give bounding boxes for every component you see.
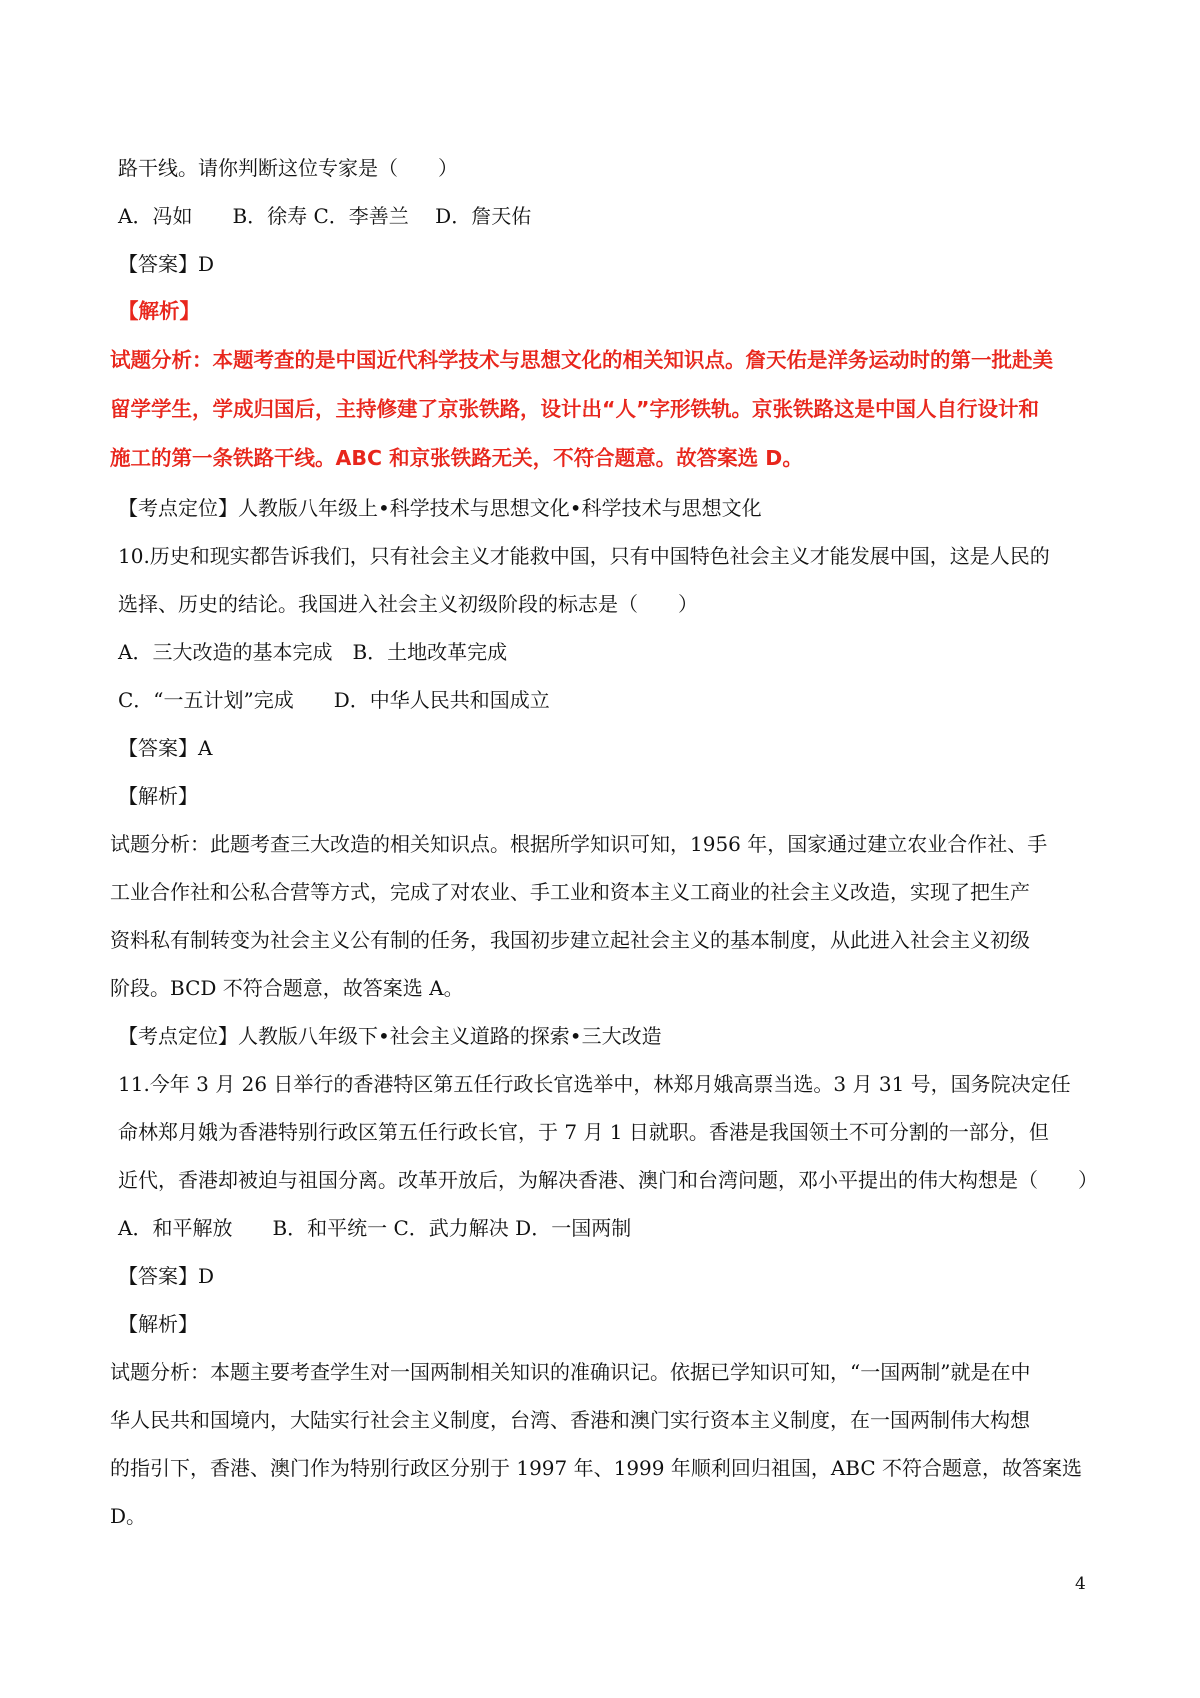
q10-option-line: A．三大改造的基本完成 B．土地改革完成 [118, 640, 508, 664]
q10-answer: 【答案】A [118, 736, 213, 760]
q11-stem-line: 11.今年 3 月 26 日举行的香港特区第五任行政长官选举中，林郑月娥高票当选。3 月 31 号，国务院决定任 [118, 1072, 1071, 1096]
q11-options: A．和平解放 B．和平统一 C．武力解决 D．一国两制 [118, 1216, 632, 1240]
q9-analysis-line: 试题分析：本题考查的是中国近代科学技术与思想文化的相关知识点。詹天佑是洋务运动时的第一批赴美 [110, 348, 1053, 372]
page-number: 4 [1075, 1574, 1086, 1594]
q11-stem-line: 近代，香港却被迫与祖国分离。改革开放后，为解决香港、澳门和台湾问题，邓小平提出的伟大构想是（ ） [118, 1168, 1098, 1192]
q10-stem-line: 10.历史和现实都告诉我们，只有社会主义才能救中国，只有中国特色社会主义才能发展中国，这是人民的 [118, 544, 1050, 568]
q9-stem-line: 路干线。请你判断这位专家是（ ） [118, 156, 458, 180]
q9-options: A．冯如 B．徐寿 C．李善兰 D．詹天佑 [118, 204, 532, 228]
q10-stem-line: 选择、历史的结论。我国进入社会主义初级阶段的标志是（ ） [118, 592, 698, 616]
q11-analysis-line: 华人民共和国境内，大陆实行社会主义制度，台湾、香港和澳门实行资本主义制度，在一国两制伟大构想 [110, 1408, 1030, 1432]
q10-analysis-line: 阶段。BCD 不符合题意，故答案选 A。 [110, 976, 464, 1000]
q10-kaodian: 【考点定位】人教版八年级下•社会主义道路的探索•三大改造 [118, 1024, 662, 1048]
q11-analysis-line: 的指引下，香港、澳门作为特别行政区分别于 1997 年、1999 年顺利回归祖国，ABC 不符合题意，故答案选 [110, 1456, 1083, 1480]
q10-analysis-line: 资料私有制转变为社会主义公有制的任务，我国初步建立起社会主义的基本制度，从此进入社会主义初级 [110, 928, 1030, 952]
q9-analysis-label: 【解析】 [118, 299, 200, 323]
q11-analysis-line: D。 [110, 1504, 147, 1528]
q10-analysis-line: 工业合作社和公私合营等方式，完成了对农业、手工业和资本主义工商业的社会主义改造，实现了把生产 [110, 880, 1030, 904]
q9-analysis-line: 留学学生，学成归国后，主持修建了京张铁路，设计出“人”字形铁轨。京张铁路这是中国人自行设计和 [110, 397, 1039, 421]
q10-option-line: C．“一五计划”完成 D．中华人民共和国成立 [118, 688, 550, 712]
q11-stem-line: 命林郑月娥为香港特别行政区第五任行政长官，于 7 月 1 日就职。香港是我国领土不可分割的一部分，但 [118, 1120, 1049, 1144]
q11-analysis-line: 试题分析：本题主要考查学生对一国两制相关知识的准确识记。依据已学知识可知，“一国两制”就是在中 [110, 1360, 1031, 1384]
q9-kaodian: 【考点定位】人教版八年级上•科学技术与思想文化•科学技术与思想文化 [118, 496, 762, 520]
q11-answer: 【答案】D [118, 1264, 215, 1288]
q9-answer: 【答案】D [118, 252, 215, 276]
q10-analysis-line: 试题分析：此题考查三大改造的相关知识点。根据所学知识可知，1956 年，国家通过建立农业合作社、手 [110, 832, 1048, 856]
q11-analysis-label: 【解析】 [118, 1312, 198, 1336]
q10-analysis-label: 【解析】 [118, 784, 198, 808]
q9-analysis-line: 施工的第一条铁路干线。ABC 和京张铁路无关，不符合题意。故答案选 D。 [110, 446, 803, 470]
